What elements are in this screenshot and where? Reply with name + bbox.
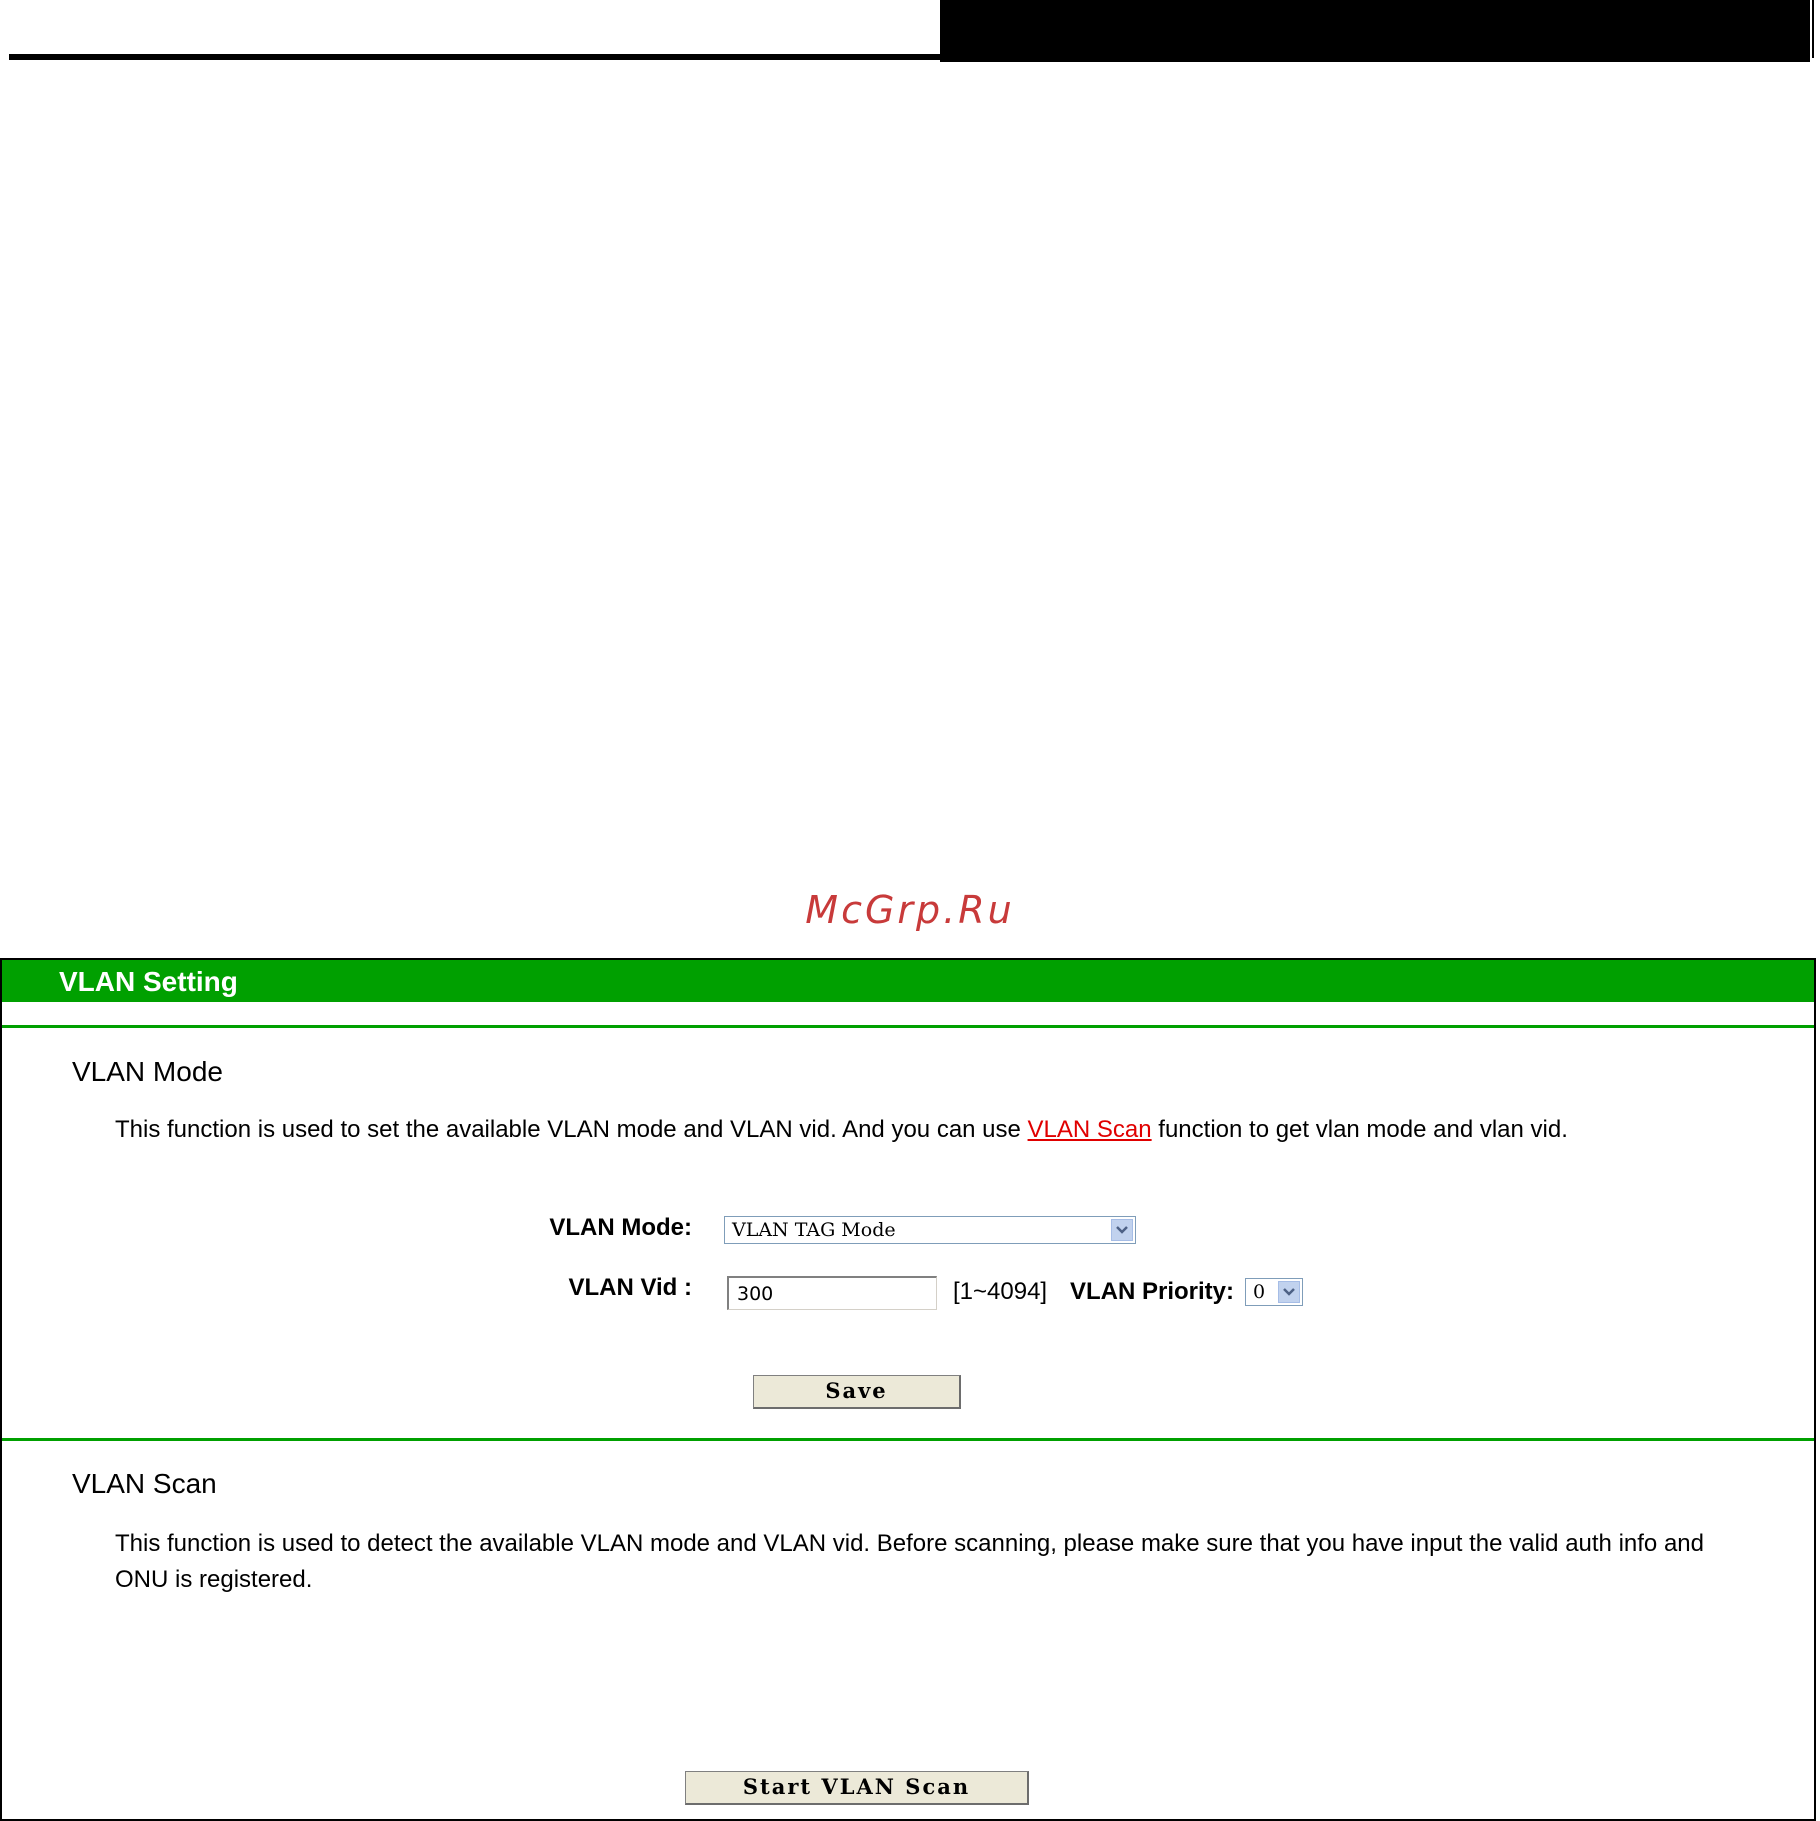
vlan-scan-heading: VLAN Scan xyxy=(72,1468,217,1499)
chevron-down-icon[interactable] xyxy=(1278,1281,1300,1303)
page-header-block xyxy=(940,0,1810,62)
section-divider-middle xyxy=(2,1438,1814,1441)
vlan-mode-description-text-end: function to get vlan mode and vlan vid. xyxy=(1151,1116,1568,1143)
vlan-mode-heading: VLAN Mode xyxy=(72,1056,223,1087)
start-vlan-scan-button[interactable]: Start VLAN Scan xyxy=(685,1771,1029,1805)
vlan-mode-description xyxy=(115,1112,1715,1148)
chevron-down-icon[interactable] xyxy=(1111,1219,1133,1241)
vlan-priority-label: VLAN Priority: xyxy=(1070,1278,1235,1305)
vlan-vid-input[interactable]: 300 xyxy=(727,1276,937,1310)
page-header-rule xyxy=(9,54,943,60)
vlan-setting-panel xyxy=(0,958,1816,1821)
vlan-priority-select[interactable] xyxy=(1245,1278,1303,1306)
vlan-scan-link[interactable]: VLAN Scan xyxy=(1027,1116,1152,1143)
watermark: McGrp.Ru xyxy=(805,888,1015,932)
save-button[interactable]: Save xyxy=(753,1375,961,1409)
vlan-mode-label: VLAN Mode: xyxy=(549,1214,692,1241)
panel-title-bar xyxy=(2,960,1814,1002)
vlan-scan-description: This function is used to detect the available VLAN mode and VLAN vid. Before scanning, please make sure that you have input the valid auth info and ONU is registered. xyxy=(115,1530,1704,1593)
page-header-tick xyxy=(1812,0,1814,58)
vlan-mode-description-text: This function is used to set the available VLAN mode and VLAN vid. And you can use xyxy=(115,1116,1028,1143)
panel-title: VLAN Setting xyxy=(59,966,238,997)
section-divider-top xyxy=(2,1025,1814,1028)
vlan-priority-select-value: 0 xyxy=(1253,1281,1266,1303)
vlan-vid-range: [1~4094] xyxy=(953,1278,1048,1305)
vlan-mode-select[interactable] xyxy=(724,1216,1136,1244)
vlan-vid-label: VLAN Vid : xyxy=(568,1274,692,1301)
vlan-mode-select-value: VLAN TAG Mode xyxy=(732,1219,896,1241)
